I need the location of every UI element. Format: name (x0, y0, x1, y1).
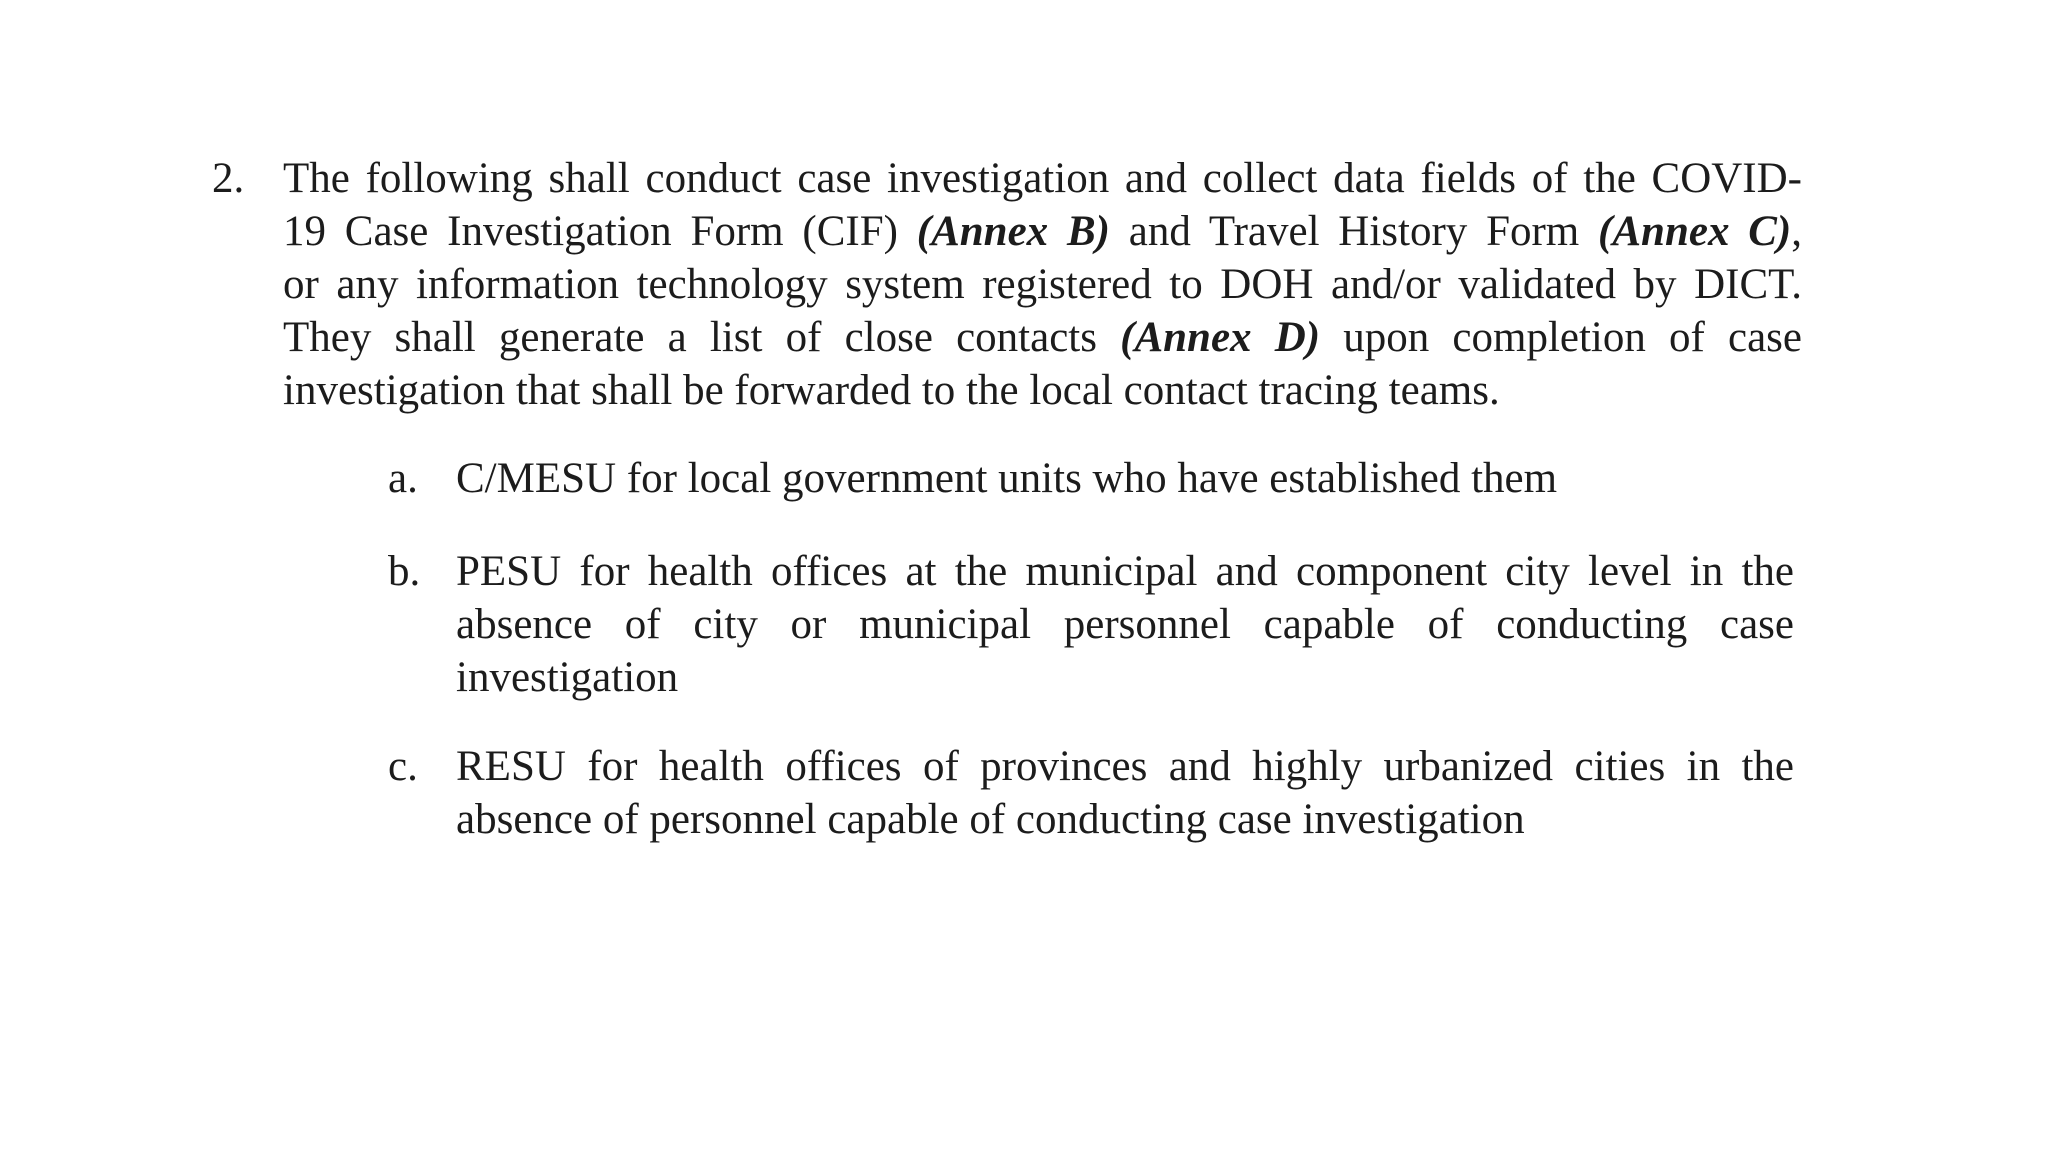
annex-b-reference: (Annex B) (916, 208, 1110, 255)
text-line (283, 258, 1802, 311)
text-line (283, 364, 1802, 417)
sub-item-letter: b. (388, 548, 421, 595)
text-run: and Travel History Form (1109, 208, 1599, 255)
annex-c-reference: (Annex C) (1598, 208, 1792, 255)
text-line: PESU for health offices at the municipal and component city level in the (456, 548, 1794, 595)
list-item-number: 2. (212, 155, 245, 202)
sub-item-letter: c. (388, 743, 418, 790)
text-run: 19 Case Investigation Form (CIF) (283, 208, 917, 255)
sub-item-c (388, 740, 1794, 846)
sub-item-text (456, 545, 1794, 704)
sub-item-text (456, 740, 1794, 846)
text-run: , (1791, 208, 1802, 255)
text-run: or any information technology system registered to DOH and/or validated by DICT. (283, 261, 1802, 308)
text-line: RESU for health offices of provinces and highly urbanized cities in the (456, 743, 1794, 790)
text-line: absence of city or municipal personnel capable of conducting case (456, 601, 1794, 648)
text-line (283, 205, 1802, 258)
sub-item-text (456, 452, 1794, 505)
text-run: upon completion of case (1320, 314, 1802, 361)
text-line: investigation (456, 654, 679, 701)
sub-item-letter: a. (388, 455, 418, 502)
list-item-2 (212, 152, 1802, 417)
text-line: C/MESU for local government units who have established them (456, 455, 1558, 502)
text-run: investigation that shall be forwarded to the local contact tracing teams. (283, 367, 1500, 414)
text-line (283, 311, 1802, 364)
sub-item-a (388, 452, 1794, 505)
text-run: The following shall conduct case investigation and collect data fields of the COVID- (283, 155, 1802, 202)
annex-d-reference: (Annex D) (1120, 314, 1321, 361)
sub-item-b (388, 545, 1794, 704)
text-run: They shall generate a list of close contacts (283, 314, 1121, 361)
text-line: absence of personnel capable of conducting case investigation (456, 796, 1525, 843)
list-item-text (283, 152, 1802, 417)
text-line (283, 152, 1802, 205)
